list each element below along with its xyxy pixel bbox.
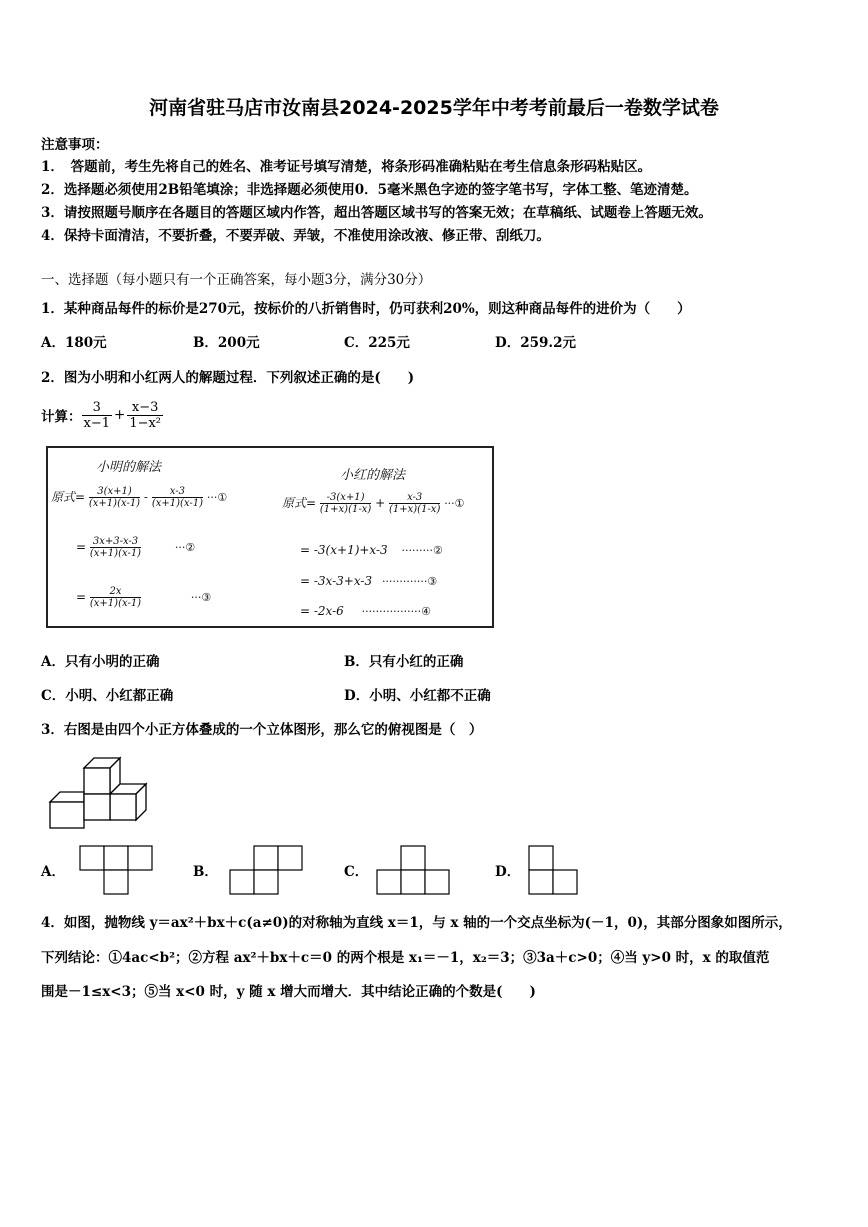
xm-l2-frac xyxy=(90,536,141,559)
xm-l1-frac-2 xyxy=(152,486,203,509)
xm-line-2 xyxy=(76,536,195,559)
q1-option-a: A．180元 xyxy=(41,335,107,351)
xm-l1-pre: 原式= xyxy=(51,490,86,504)
q3-option-c-shape xyxy=(376,845,450,895)
q2-f2-num: x−3 xyxy=(127,400,163,416)
xm-l2-marker: ···② xyxy=(174,541,196,554)
xm-l3-pre: = xyxy=(76,590,87,604)
xh-line-4 xyxy=(300,604,431,618)
xh-l1-frac-1 xyxy=(320,492,371,515)
cube-stack-figure xyxy=(48,754,154,830)
q1-option-b: B．200元 xyxy=(193,335,260,351)
xh-line-2 xyxy=(300,543,443,557)
xm-l2-n: 3x+3-x-3 xyxy=(90,536,141,548)
notice-item-1: 1． 答题前，考生先将自己的姓名、准考证号填写清楚，将条形码准确粘贴在考生信息条形码粘贴区。 xyxy=(41,159,652,175)
xiaoming-title: 小明的解法 xyxy=(96,460,162,475)
q2-calc-label: 计算： xyxy=(41,409,82,425)
xiaohong-title: 小红的解法 xyxy=(340,468,406,483)
handwritten-solutions xyxy=(46,446,494,628)
q4-line-3: 围是－1≤x<3；⑤当 x<0 时，y 随 x 增大而增大．其中结论正确的个数是( ) xyxy=(41,984,536,1000)
q3-option-b-shape xyxy=(229,845,303,895)
xh-l2-marker: ·········② xyxy=(401,544,443,557)
xm-l3-n: 2x xyxy=(90,586,141,598)
notice-item-2: 2．选择题必须使用2B铅笔填涂；非选择题必须使用0．5毫米黑色字迹的签字笔书写，字体工整、笔迹清楚。 xyxy=(41,182,698,198)
q4-line-2: 下列结论：①4ac<b²；②方程 ax²＋bx＋c＝0 的两个根是 x₁＝－1，x₂＝3；③3a＋c>0；④当 y>0 时，x 的取值范 xyxy=(41,950,770,966)
xm-l1-n1: 3(x+1) xyxy=(89,486,140,498)
xm-l1-d1: (x+1)(x-1) xyxy=(88,498,141,509)
q2-f1-num: 3 xyxy=(82,400,113,416)
section-heading: 一、选择题（每小题只有一个正确答案，每小题3分，满分30分） xyxy=(41,272,432,288)
q3-label-c: C． xyxy=(344,864,369,880)
q2-option-c: C．小明、小红都正确 xyxy=(41,688,174,704)
notice-item-3: 3．请按照题号顺序在各题目的答题区域内作答，超出答题区域书写的答案无效；在草稿纸、试题卷上答题无效。 xyxy=(41,205,712,221)
q3-stem: 3．右图是由四个小正方体叠成的一个立体图形，那么它的俯视图是（ ） xyxy=(41,722,483,738)
xm-l1-n2: x-3 xyxy=(152,486,203,498)
q3-label-b: B． xyxy=(193,864,218,880)
q2-plus: + xyxy=(114,407,126,423)
xh-l3-marker: ·············③ xyxy=(381,575,438,588)
q2-option-a: A．只有小明的正确 xyxy=(41,654,160,670)
xh-l1-n2: x-3 xyxy=(389,492,440,504)
xh-l4-marker: ·················④ xyxy=(361,605,431,618)
xm-line-1 xyxy=(51,486,227,509)
q4-line-1: 4．如图，抛物线 y＝ax²＋bx＋c(a≠0)的对称轴为直线 x＝1，与 x 轴的一个交点坐标为(－1，0)，其部分图象如图所示， xyxy=(41,915,792,931)
q3-option-d-shape xyxy=(528,845,580,895)
xh-l1-pre: 原式= xyxy=(282,496,317,510)
q2-stem: 2．图为小明和小红两人的解题过程．下列叙述正确的是( ) xyxy=(41,370,415,386)
q2-f2-den: 1−x² xyxy=(129,415,162,431)
q3-option-a-shape xyxy=(79,845,153,895)
notice-heading: 注意事项： xyxy=(41,137,109,153)
xm-l3-frac xyxy=(90,586,141,609)
xh-l1-d2: (1+x)(1-x) xyxy=(388,504,441,515)
xh-l1-n1: -3(x+1) xyxy=(320,492,371,504)
xm-l3-d: (x+1)(x-1) xyxy=(89,598,142,609)
q2-fraction-1 xyxy=(82,400,113,431)
xh-line-3 xyxy=(300,574,437,588)
q2-fraction-2 xyxy=(127,400,163,431)
xm-l1-op: - xyxy=(143,490,148,504)
xm-l2-d: (x+1)(x-1) xyxy=(89,548,142,559)
page-title: 河南省驻马店市汝南县2024-2025学年中考考前最后一卷数学试卷 xyxy=(149,97,719,119)
xm-l1-marker: ···① xyxy=(206,491,228,504)
xm-line-3 xyxy=(76,586,211,609)
q3-label-a: A． xyxy=(41,864,65,880)
xh-l1-d1: (1+x)(1-x) xyxy=(319,504,372,515)
xh-l1-op: + xyxy=(375,496,386,510)
xh-l4-text: = -2x-6 xyxy=(300,604,344,618)
q2-option-b: B．只有小红的正确 xyxy=(344,654,464,670)
q1-option-d: D．259.2元 xyxy=(495,335,576,351)
xh-l3-text: = -3x-3+x-3 xyxy=(300,574,373,588)
xh-line-1 xyxy=(282,492,465,515)
q2-expression xyxy=(41,393,163,437)
xh-l2-text: = -3(x+1)+x-3 xyxy=(300,543,388,557)
notice-item-4: 4．保持卡面清洁，不要折叠，不要弄破、弄皱，不准使用涂改液、修正带、刮纸刀。 xyxy=(41,228,550,244)
q1-option-c: C．225元 xyxy=(344,335,410,351)
xh-l1-marker: ···① xyxy=(444,497,465,510)
q3-label-d: D． xyxy=(495,864,521,880)
xh-l1-frac-2 xyxy=(389,492,440,515)
q1-stem: 1．某种商品每件的标价是270元，按标价的八折销售时，仍可获利20%，则这种商品每件的进价为（ ） xyxy=(41,301,691,317)
xm-l3-marker: ···③ xyxy=(190,591,212,604)
xm-l1-d2: (x+1)(x-1) xyxy=(151,498,204,509)
xm-l2-pre: = xyxy=(76,540,87,554)
q2-f1-den: x−1 xyxy=(83,415,110,431)
xm-l1-frac-1 xyxy=(89,486,140,509)
q2-option-d: D．小明、小红都不正确 xyxy=(344,688,491,704)
